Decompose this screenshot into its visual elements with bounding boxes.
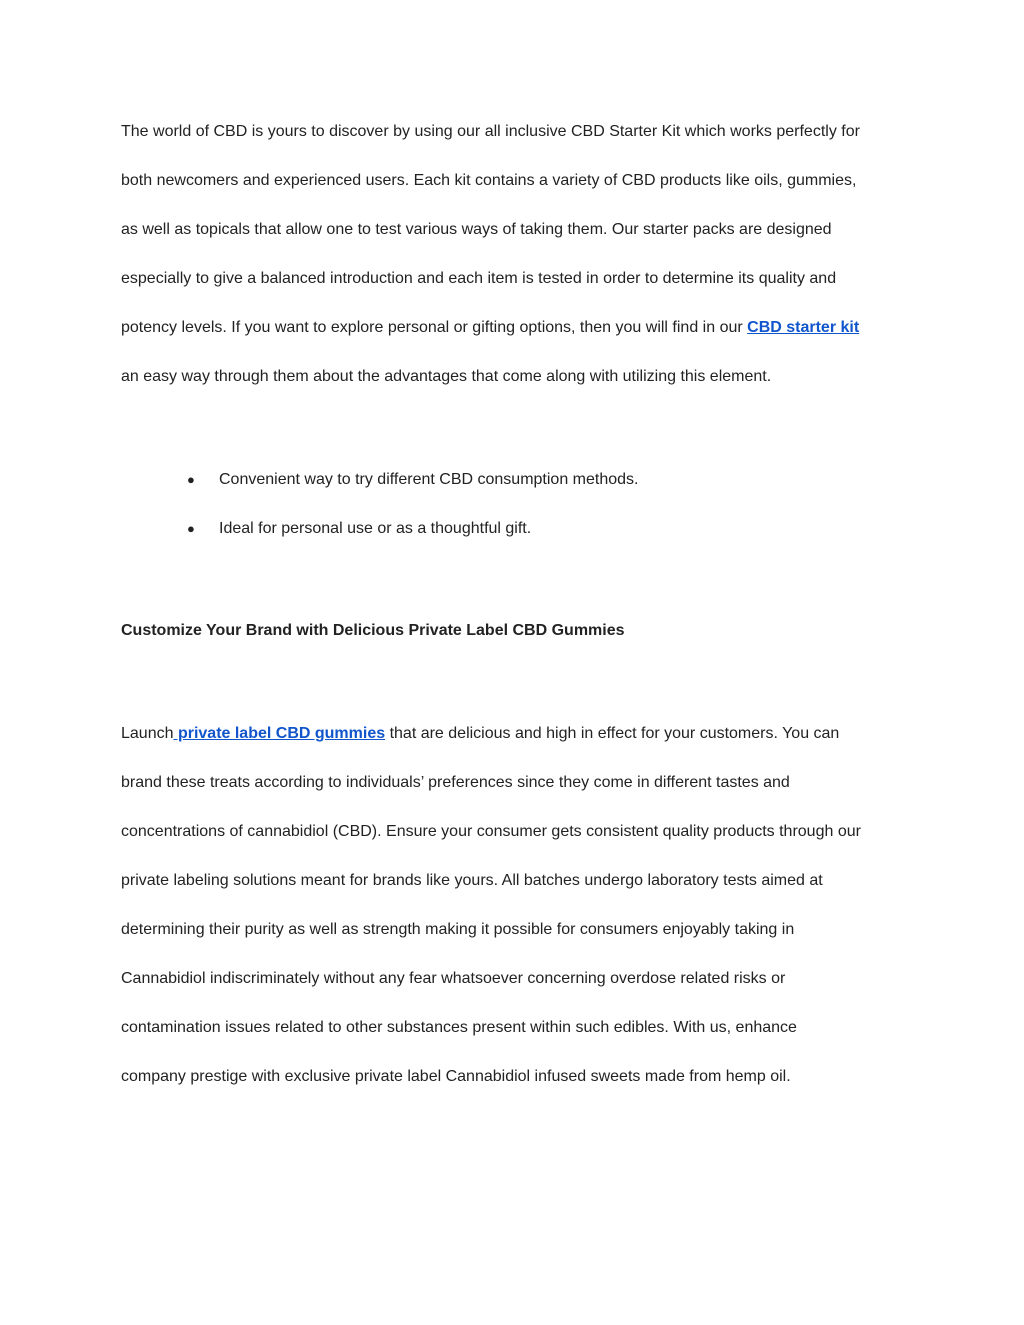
bullet-icon: ●	[187, 521, 195, 536]
list-item	[187, 519, 531, 539]
paragraph2-line-1-end: that are delicious and high in effect for your customers. You can	[385, 725, 840, 742]
cbd-starter-kit-link[interactable]: CBD starter kit	[747, 319, 860, 336]
paragraph1-line-4: especially to give a balanced introduction and each item is tested in order to determine its quality and	[121, 270, 837, 287]
paragraph2-line-5: determining their purity as well as strength making it possible for consumers enjoyably taking in	[121, 921, 795, 938]
paragraph1-line-5	[121, 318, 859, 338]
paragraph2-line-1	[121, 724, 839, 744]
bullet-text: Ideal for personal use or as a thoughtful gift.	[219, 520, 532, 537]
paragraph2-line-1-start: Launch	[121, 725, 174, 742]
paragraph2-line-7: contamination issues related to other substances present within such edibles. With us, enhance	[121, 1019, 797, 1036]
paragraph1-line-5-text: potency levels. If you want to explore personal or gifting options, then you will find in our	[121, 319, 748, 336]
bullet-icon: ●	[187, 472, 195, 487]
paragraph2-line-6: Cannabidiol indiscriminately without any fear whatsoever concerning overdose related risks or	[121, 970, 786, 987]
paragraph2-line-2: brand these treats according to individuals’ preferences since they come in different tastes and	[121, 774, 790, 791]
paragraph1-line-2: both newcomers and experienced users. Each kit contains a variety of CBD products like oils, gummies,	[121, 172, 857, 189]
paragraph1-line-1: The world of CBD is yours to discover by using our all inclusive CBD Starter Kit which works perfectly for	[121, 123, 860, 140]
paragraph2-line-3: concentrations of cannabidiol (CBD). Ensure your consumer gets consistent quality products through our	[121, 823, 861, 840]
list-item	[187, 470, 638, 490]
paragraph1-line-3: as well as topicals that allow one to test various ways of taking them. Our starter packs are designed	[121, 221, 832, 238]
bullet-text: Convenient way to try different CBD consumption methods.	[219, 471, 639, 488]
section-heading: Customize Your Brand with Delicious Private Label CBD Gummies	[121, 622, 625, 639]
paragraph1-line-6: an easy way through them about the advantages that come along with utilizing this element.	[121, 368, 772, 385]
private-label-cbd-gummies-link[interactable]: private label CBD gummies	[173, 725, 386, 742]
paragraph2-line-8: company prestige with exclusive private label Cannabidiol infused sweets made from hemp oil.	[121, 1068, 791, 1085]
paragraph2-line-4: private labeling solutions meant for brands like yours. All batches undergo laboratory tests aimed at	[121, 872, 823, 889]
